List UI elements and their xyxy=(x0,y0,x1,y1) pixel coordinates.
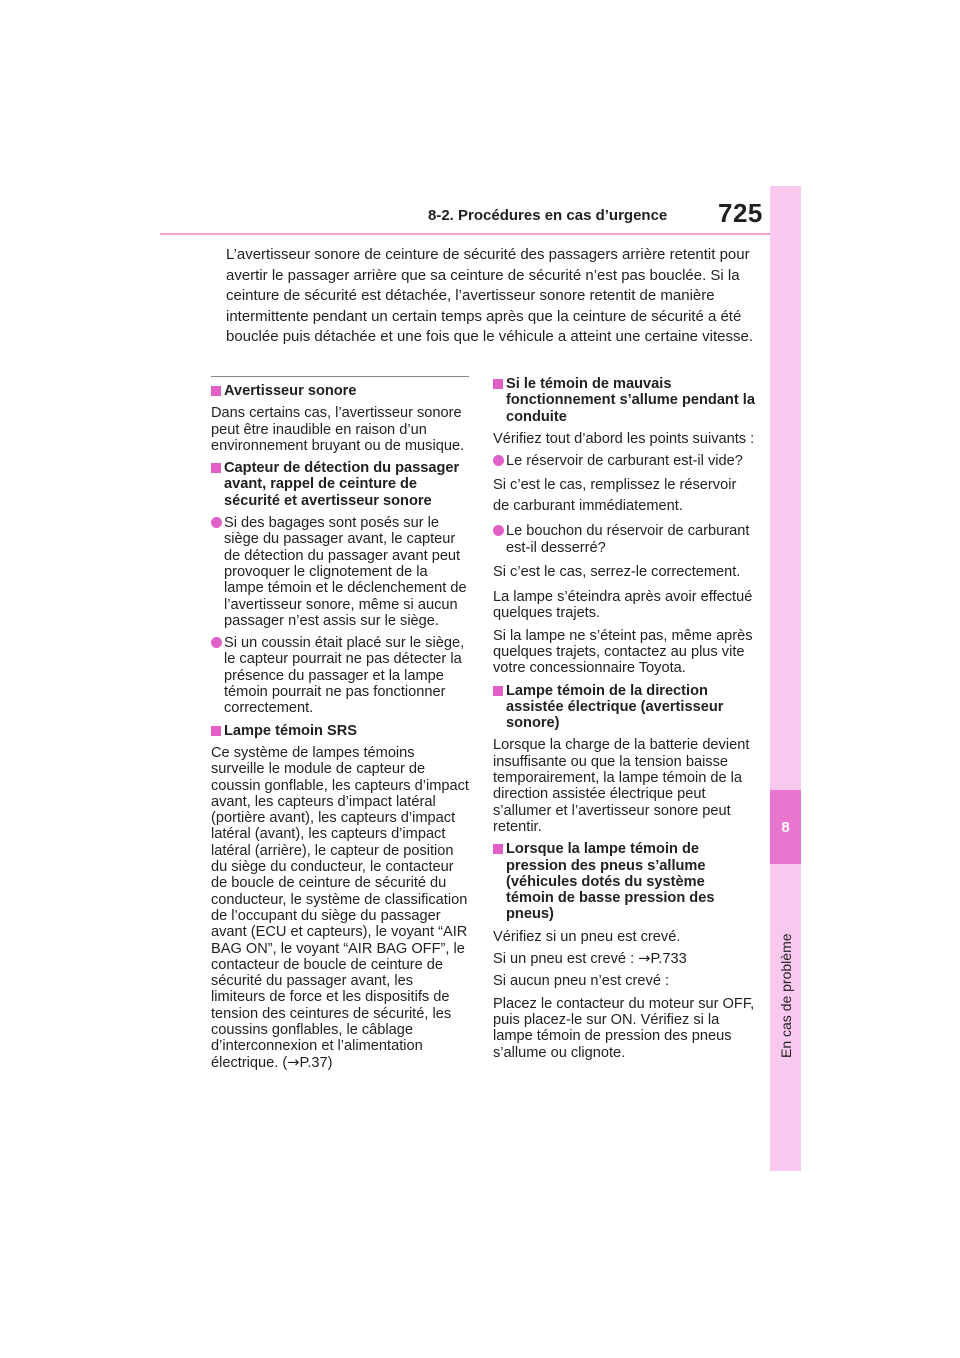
intro-paragraph: L’avertisseur sonore de ceinture de sécurité des passagers arrière retentit pour avertir le passager arrière que sa ceinture de sécurité n’est pas bouclée. Si la ceinture de sécurité est détachée, l’avertisseur sonore retentit de manière intermittente pendant un certain temps après que la ceinture de sécurité a été bouclée puis détachée et une fois que le véhicule a atteint une certaine vitesse. xyxy=(226,246,754,345)
bullet-item: Le réservoir de carburant est-il vide? xyxy=(493,453,755,469)
section-heading-avertisseur: Avertisseur sonore xyxy=(211,383,471,399)
paragraph: Lorsque la charge de la batterie devient insuffisante ou que la tension baisse temporairement, la lampe témoin de la direction assistée électrique peut s’allumer et l’avertisseur sonore peut retentir. xyxy=(493,737,750,835)
paragraph: Si aucun pneu n’est crevé : xyxy=(493,973,670,990)
page-reference-link[interactable]: P.37) xyxy=(299,1054,333,1071)
square-bullet-icon xyxy=(211,726,221,736)
arrow-icon: → xyxy=(638,950,651,968)
left-column xyxy=(211,376,471,1077)
bullet-item: Le bouchon du réservoir de carburant est-il desserré? xyxy=(493,523,755,556)
square-bullet-icon xyxy=(211,386,221,396)
section-title: 8-2. Procédures en cas d’urgence xyxy=(428,207,668,224)
paragraph: Si la lampe ne s’éteint pas, même après quelques trajets, contactez au plus vite votre concessionnaire Toyota. xyxy=(493,627,753,677)
circle-bullet-icon xyxy=(211,517,222,528)
section-heading-srs: Lampe témoin SRS xyxy=(211,723,471,739)
circle-bullet-icon xyxy=(493,455,504,466)
header-divider xyxy=(160,233,770,235)
square-bullet-icon xyxy=(493,686,503,696)
right-column xyxy=(493,376,755,1067)
section-heading-direction-assistee: Lampe témoin de la direction assistée électrique (avertisseur sonore) xyxy=(493,683,755,732)
section-heading-pression-pneus: Lorsque la lampe témoin de pression des pneus s’allume (véhicules dotés du système témoin de basse pression des pneus) xyxy=(493,841,755,922)
section-heading-capteur: Capteur de détection du passager avant, rappel de ceinture de sécurité et avertisseur sonore xyxy=(211,460,471,509)
square-bullet-icon xyxy=(493,844,503,854)
chapter-side-tab xyxy=(770,186,801,1171)
circle-bullet-icon xyxy=(211,637,222,648)
circle-bullet-icon xyxy=(493,525,504,536)
paragraph: Si c’est le cas, serrez-le correctement. xyxy=(493,564,741,581)
section-heading-mauvais-fonctionnement: Si le témoin de mauvais fonctionnement s’allume pendant la conduite xyxy=(493,376,755,425)
paragraph: Si un pneu est crevé : →P.733 xyxy=(493,950,687,968)
paragraph: Vérifiez si un pneu est crevé. xyxy=(493,928,681,945)
paragraph: Vérifiez tout d’abord les points suivants : xyxy=(493,430,755,447)
column-divider xyxy=(211,376,469,377)
square-bullet-icon xyxy=(211,463,221,473)
chapter-label: En cas de problème xyxy=(778,933,794,1059)
page-reference-link[interactable]: P.733 xyxy=(650,951,687,968)
chapter-number-badge: 8 xyxy=(770,790,801,864)
bullet-item: Si des bagages sont posés sur le siège du passager avant, le capteur de détection du passager avant peut provoquer le clignotement de la lampe témoin et le déclenchement de l’avertisseur sonore, même si aucun passager n’est assis sur le siège. xyxy=(211,515,471,629)
square-bullet-icon xyxy=(493,379,503,389)
paragraph: Dans certains cas, l’avertisseur sonore peut être inaudible en raison d’un environnement bruyant ou de musique. xyxy=(211,405,465,454)
paragraph: Si c’est le cas, remplissez le réservoir de carburant immédiatement. xyxy=(493,477,737,515)
paragraph: La lampe s’éteindra après avoir effectué quelques trajets. xyxy=(493,589,753,622)
arrow-icon: → xyxy=(287,1053,300,1071)
page-number: 725 xyxy=(718,198,763,228)
bullet-item: Si un coussin était placé sur le siège, le capteur pourrait ne pas détecter la présence du passager et la lampe témoin pourrait ne pas fonctionner correctement. xyxy=(211,635,471,716)
paragraph: Placez le contacteur du moteur sur OFF, puis placez-le sur ON. Vérifiez si la lampe témoin de pression des pneus s’allume ou clignote. xyxy=(493,995,755,1061)
paragraph: Ce système de lampes témoins surveille le module de capteur de coussin gonflable, les capteurs d’impact avant, les capteurs d’impact latéral (portière avant), les capteurs d’impact latéral (avant), les capteurs d’impact latéral (arrière), le capteur de position du siège du conducteur, le contacteur de boucle de ceinture de sécurité du conducteur, le système de classification de l’occupant du siège du passager avant (ECU et capteurs), le voyant “AIR BAG ON”, le voyant “AIR BAG OFF”, le contacteur de boucle de ceinture de sécurité du passager avant, les limiteurs de force et les dispositifs de tension des ceintures de sécurité, les coussins gonflables, le câblage d’interconnexion et l’alimentation électrique. (→P.37) xyxy=(211,744,469,1071)
